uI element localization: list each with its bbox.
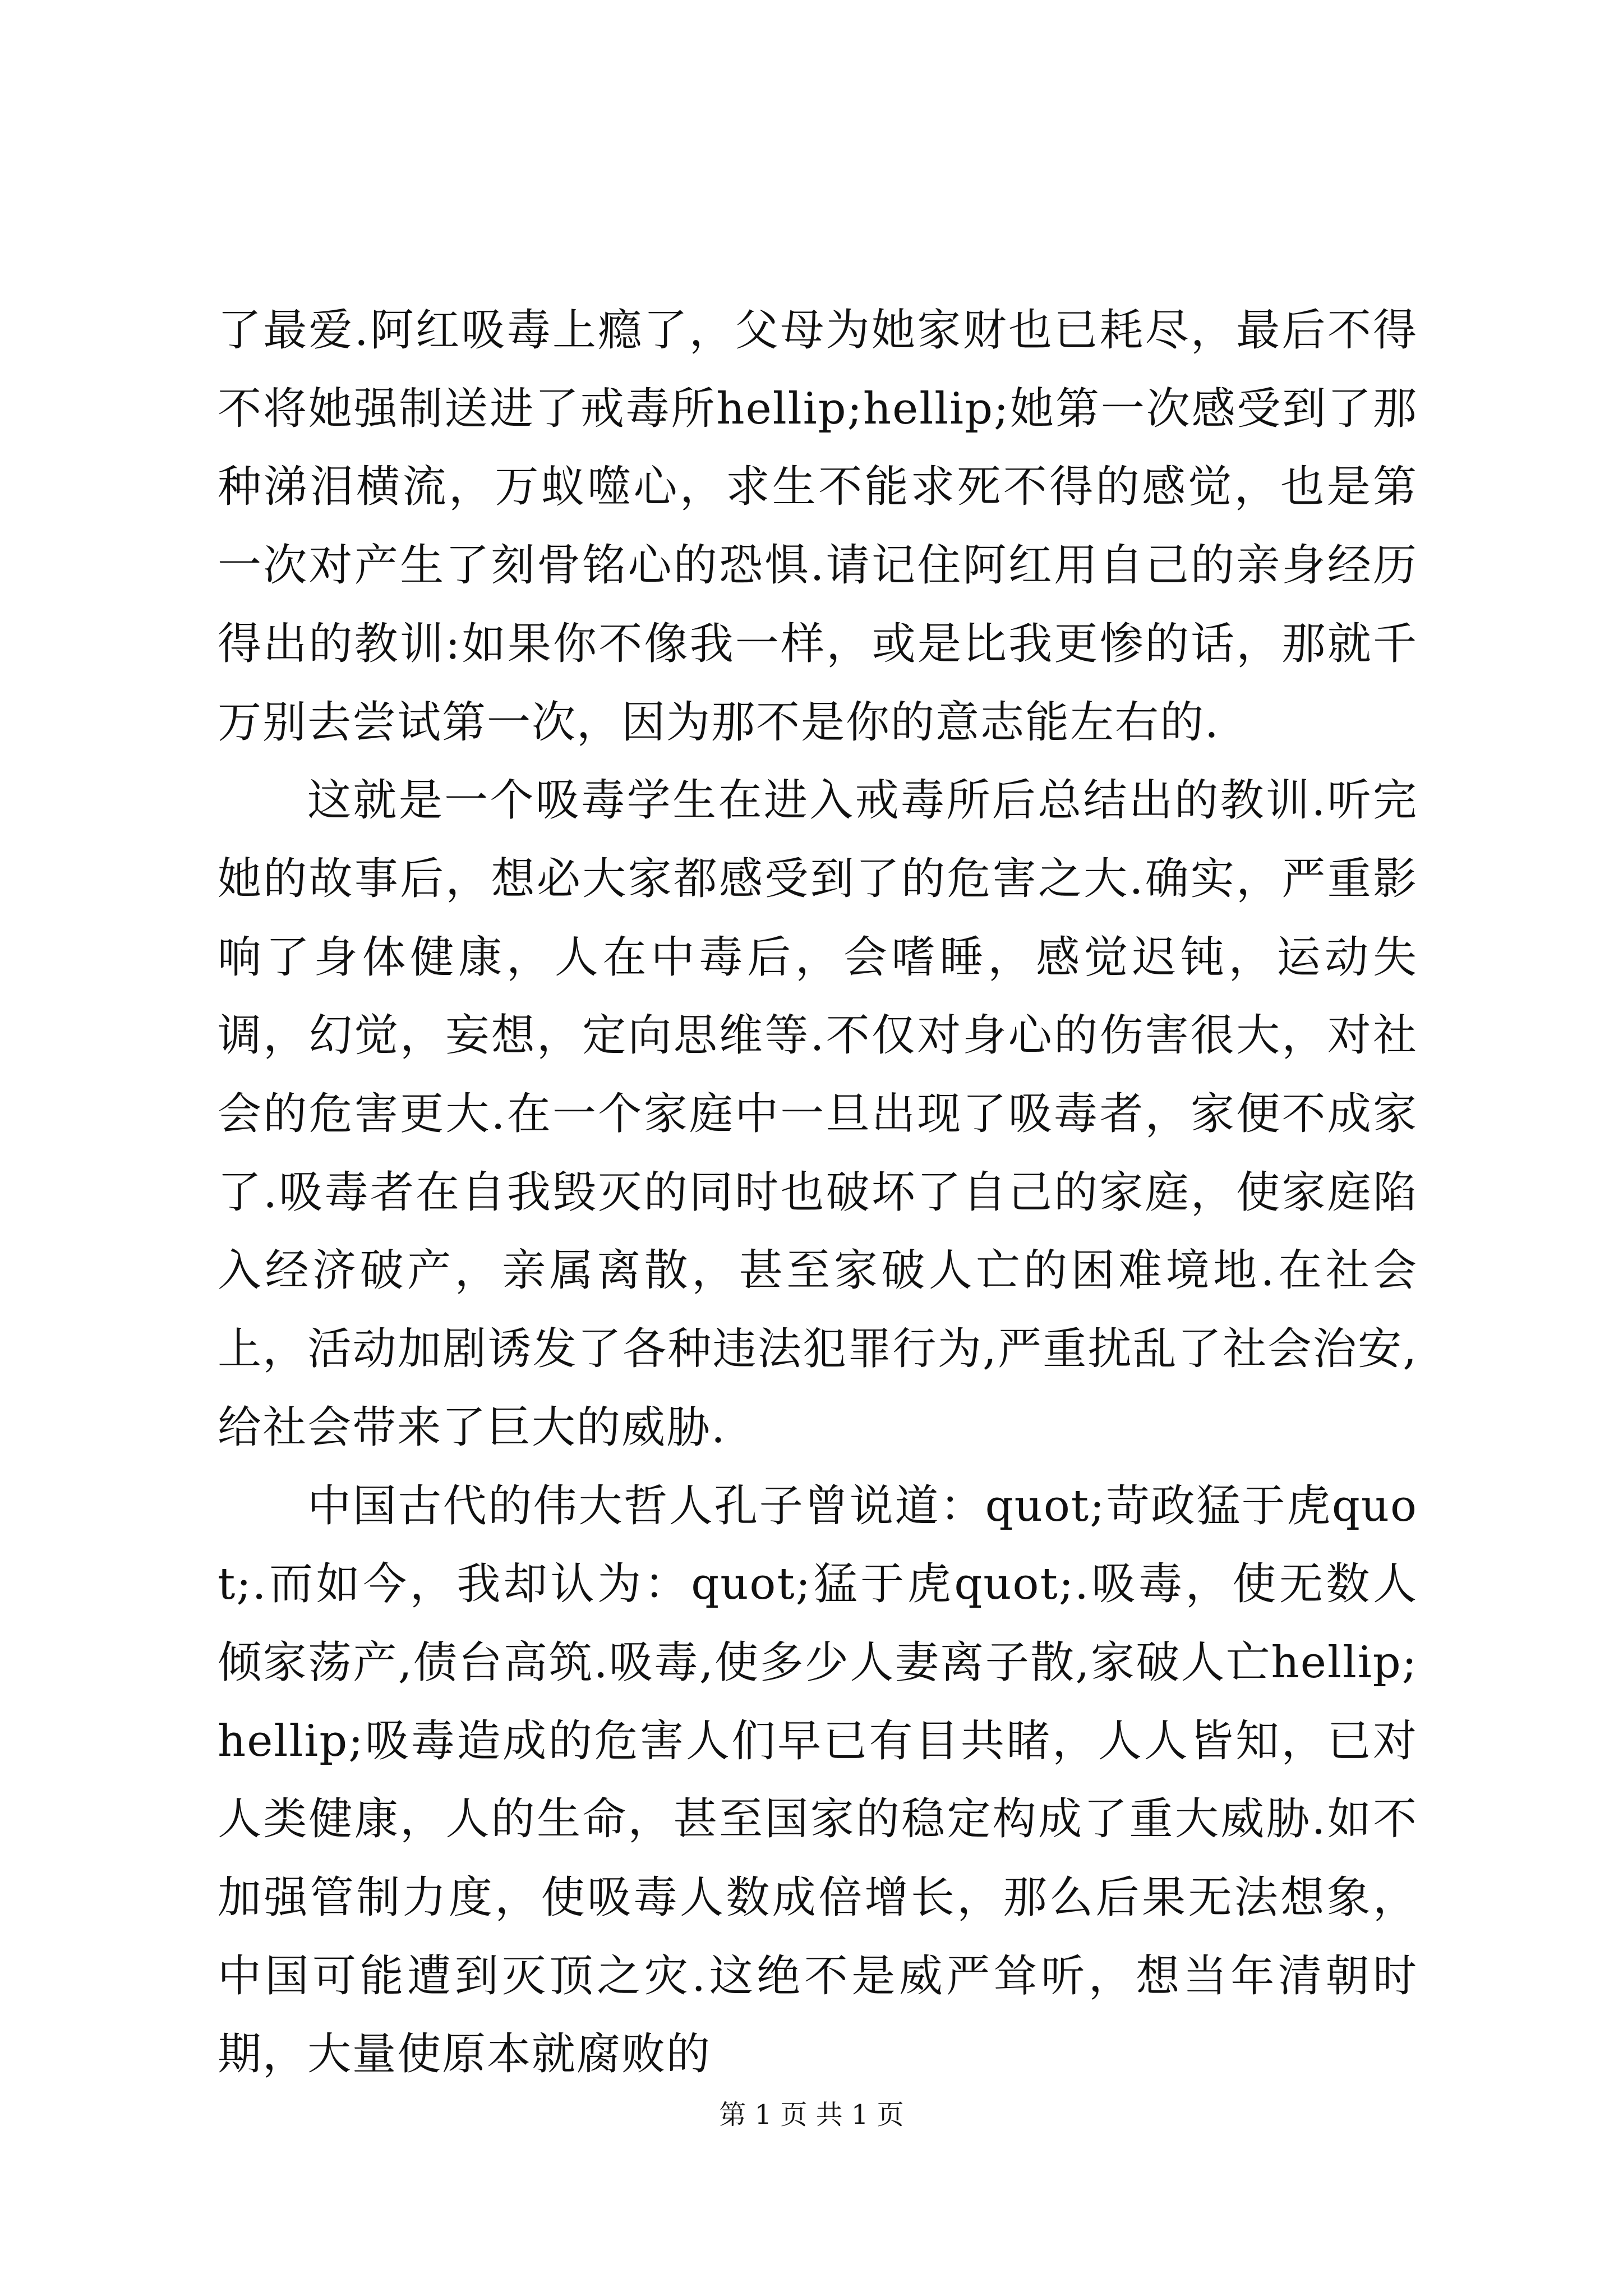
paragraph-3: 中国古代的伟大哲人孔子曾说道：quot;苛政猛于虎quot;.而如今，我却认为：quot;猛于虎quot;.吸毒，使无数人倾家荡产,债台高筑.吸毒,使多少人妻离子散,家破人亡hellip;hellip;吸毒造成的危害人们早已有目共睹，人人皆知，已对人类健康，人的生命，甚至国家的稳定构成了重大威胁.如不加强管制力度，使吸毒人数成倍增长，那么后果无法想象，中国可能遭到灭顶之灾.这绝不是威严耸听，想当年清朝时期，大量使原本就腐败的	[218, 1480, 1418, 2080]
paragraph-1: 了最爱.阿红吸毒上瘾了，父母为她家财也已耗尽，最后不得不将她强制送进了戒毒所hellip;hellip;她第一次感受到了那种涕泪横流，万蚁噬心，求生不能求死不得的感觉，也是第一次对产生了刻骨铭心的恐惧.请记住阿红用自己的亲身经历得出的教训:如果你不像我一样，或是比我更惨的话，那就千万别去尝试第一次，因为那不是你的意志能左右的.	[218, 305, 1418, 748]
page-footer: 第 1 页 共 1 页	[719, 2099, 904, 2131]
document-body	[218, 292, 1418, 2094]
paragraph-2: 这就是一个吸毒学生在进入戒毒所后总结出的教训.听完她的故事后，想必大家都感受到了的危害之大.确实，严重影响了身体健康，人在中毒后，会嗜睡，感觉迟钝，运动失调，幻觉，妄想，定向思维等.不仅对身心的伤害很大，对社会的危害更大.在一个家庭中一旦出现了吸毒者，家便不成家了.吸毒者在自我毁灭的同时也破坏了自己的家庭，使家庭陷入经济破产，亲属离散，甚至家破人亡的困难境地.在社会上，活动加剧诱发了各种违法犯罪行为,严重扰乱了社会治安,给社会带来了巨大的威胁.	[218, 775, 1418, 1453]
